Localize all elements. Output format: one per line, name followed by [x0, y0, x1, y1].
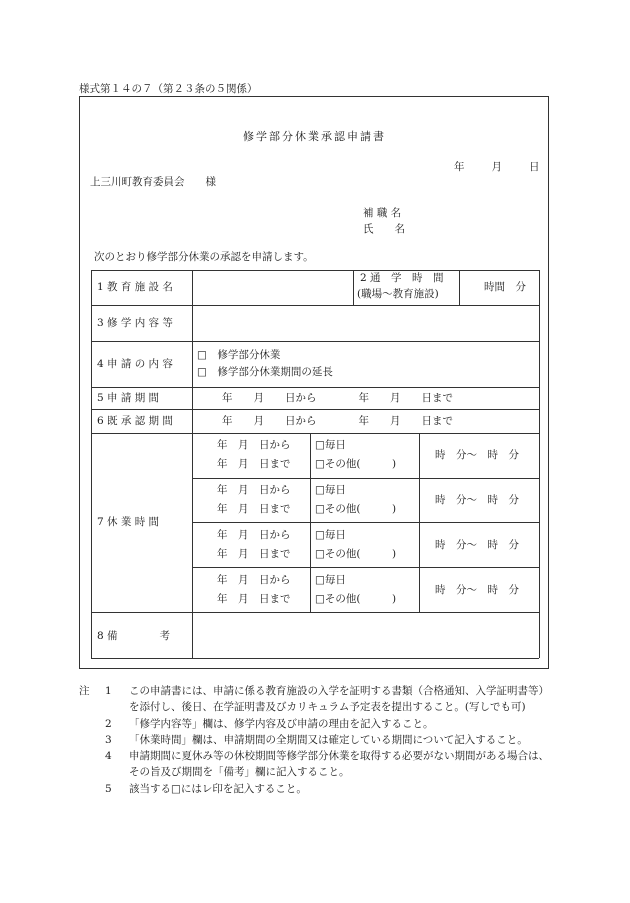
leave-to: 年 月 日まで: [217, 593, 291, 605]
leave-time-label: 7 休 業 時 間: [97, 516, 160, 528]
leave-daily-checkbox: □毎日: [315, 574, 346, 586]
leave-to: 年 月 日まで: [217, 503, 291, 515]
date-line: 年 月 日: [454, 161, 542, 173]
leave-time: 時 分～ 時 分: [435, 449, 519, 461]
leave-time: 時 分～ 時 分: [435, 494, 519, 506]
note-text: 「休業時間」欄は、申請期間の全期間又は確定している期間について記入すること。: [129, 733, 528, 746]
commute-label-2: (職場～教育施設): [357, 288, 439, 300]
leave-time: 時 分～ 時 分: [435, 539, 519, 551]
leave-daily-checkbox: □毎日: [315, 484, 346, 496]
leave-from: 年 月 日から: [217, 484, 291, 496]
form-number-label: 様式第１４の７（第２３条の５関係）: [79, 83, 258, 95]
leave-daily-checkbox: □毎日: [315, 529, 346, 541]
notes-section: [79, 683, 549, 797]
leave-other-checkbox: □その他( ): [315, 593, 397, 605]
name-label: 氏 名: [363, 223, 405, 235]
note-number: 5: [105, 782, 112, 795]
note-number: 1: [105, 685, 112, 697]
leave-other-checkbox: □その他( ): [315, 503, 397, 515]
note-number: 3: [105, 733, 112, 746]
facility-label: 1 教 育 施 設 名: [97, 281, 173, 293]
note-text: 該当する□にはレ印を記入すること。: [129, 782, 307, 795]
request-option-extension: □ 修学部分休業期間の延長: [197, 366, 333, 378]
note-text: この申請書には、申請に係る教育施設の入学を証明する書類（合格通知、入学証明書等）を添付し、後日、在学証明書及びカリキュラム予定表を提出すること。(写しでも可): [129, 685, 549, 714]
leave-other-checkbox: □その他( ): [315, 548, 397, 560]
approved-value: 年 月 日から 年 月 日まで: [222, 415, 453, 427]
leave-to: 年 月 日まで: [217, 458, 291, 470]
period-label: 5 申 請 期 間: [97, 392, 160, 404]
leave-time: 時 分～ 時 分: [435, 584, 519, 596]
leave-daily-checkbox: □毎日: [315, 439, 346, 451]
note-item: [79, 781, 549, 797]
leave-from: 年 月 日から: [217, 439, 291, 451]
leave-from: 年 月 日から: [217, 574, 291, 586]
form-title: 修学部分休業承認申請書: [243, 130, 386, 143]
remarks-label: 8 備 考: [97, 630, 171, 642]
note-item: [79, 748, 549, 781]
note-number: 2: [105, 717, 112, 730]
note-item: [79, 732, 549, 748]
intro-text: 次のとおり修学部分休業の承認を申請します。: [94, 251, 314, 263]
addressee: 上三川町教育委員会 様: [90, 176, 216, 188]
commute-label-1: 2 通 学 時 間: [360, 272, 444, 284]
leave-to: 年 月 日まで: [217, 548, 291, 560]
leave-from: 年 月 日から: [217, 529, 291, 541]
request-option-leave: □ 修学部分休業: [197, 349, 281, 361]
content-label: 3 修 学 内 容 等: [97, 317, 173, 329]
note-item: [79, 683, 549, 716]
note-number: 4: [105, 750, 112, 763]
notes-prefix: 注: [79, 685, 90, 697]
leave-other-checkbox: □その他( ): [315, 458, 397, 470]
note-text: 「修学内容等」欄は、修学内容及び申請の理由を記入すること。: [129, 717, 434, 730]
note-item: [79, 716, 549, 732]
request-label: 4 申 請 の 内 容: [97, 358, 173, 370]
period-value: 年 月 日から 年 月 日まで: [222, 392, 453, 404]
position-label: 補 職 名: [363, 207, 402, 219]
application-form: [79, 96, 549, 669]
approved-label: 6 既 承 認 期 間: [97, 415, 173, 427]
commute-value: 時間 分: [484, 281, 526, 293]
note-text: 申請期間に夏休み等の休校期間等修学部分休業を取得する必要がない期間がある場合は、その旨及び期間を「備考」欄に記入すること。: [129, 750, 549, 779]
